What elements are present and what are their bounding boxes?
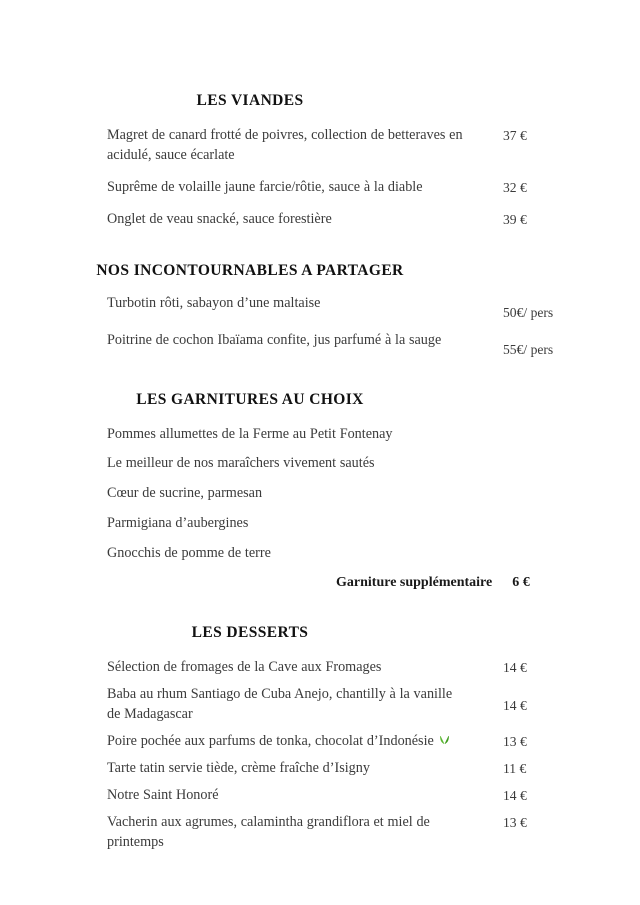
menu-item-name: Onglet de veau snacké, sauce forestière xyxy=(107,210,332,227)
menu-item xyxy=(0,293,640,323)
menu-item-name: Sélection de fromages de la Cave aux Fromages xyxy=(107,658,382,675)
menu-item xyxy=(0,209,640,230)
section-desserts xyxy=(0,624,640,853)
menu-item-name: Vacherin aux agrumes, calamintha grandiflora et miel de printemps xyxy=(107,813,430,851)
menu-item xyxy=(0,513,640,534)
menu-item-price: 11 € xyxy=(503,761,527,777)
menu-item xyxy=(0,812,640,853)
leaf-icon xyxy=(439,735,450,746)
menu-item xyxy=(0,483,640,504)
menu-item-name-with-marker xyxy=(107,731,469,752)
menu-item xyxy=(0,758,640,779)
menu-item-name: Tarte tatin servie tiède, crème fraîche d’Isigny xyxy=(107,760,370,777)
menu-item xyxy=(0,785,640,806)
menu-item-price: 14 € xyxy=(503,659,527,675)
section-heading-garnitures: LES GARNITURES AU CHOIX xyxy=(136,391,364,409)
garniture-supplement-price: 6 € xyxy=(512,575,530,591)
garniture-supplement-row xyxy=(0,575,640,591)
menu-item-price: 13 € xyxy=(503,814,527,830)
menu-item-list-partager xyxy=(0,293,640,360)
section-partager xyxy=(0,262,640,360)
menu-item-list-viandes xyxy=(0,125,640,230)
menu-item-list-garnitures xyxy=(0,424,640,564)
menu-item xyxy=(0,330,640,360)
section-garnitures xyxy=(0,391,640,591)
menu-item-name: Pommes allumettes de la Ferme au Petit Fontenay xyxy=(107,425,393,442)
menu-item-price: 14 € xyxy=(503,697,527,713)
menu-item xyxy=(0,684,640,725)
menu-item-name: Gnocchis de pomme de terre xyxy=(107,544,271,561)
menu-item-price: 14 € xyxy=(503,787,527,803)
menu-item xyxy=(0,731,640,752)
section-heading-partager: NOS INCONTOURNABLES A PARTAGER xyxy=(96,261,404,279)
menu-item-name: Cœur de sucrine, parmesan xyxy=(107,485,263,502)
menu-item-name: Magret de canard frotté de poivres, collection de betteraves en acidulé, sauce écarlate xyxy=(107,126,463,164)
menu-item-name: Poitrine de cochon Ibaïama confite, jus parfumé à la sauge xyxy=(107,332,442,349)
menu-item-price: 32 € xyxy=(503,180,527,196)
menu-item-list-desserts xyxy=(0,657,640,853)
menu-item-name: Notre Saint Honoré xyxy=(107,786,219,803)
menu-item-price: 37 € xyxy=(503,127,527,143)
menu-item-name: Le meilleur de nos maraîchers vivement sautés xyxy=(107,455,375,472)
garniture-supplement-label: Garniture supplémentaire xyxy=(336,575,493,591)
menu-item-price: 55€/ pers xyxy=(503,342,554,358)
menu-item-name: Suprême de volaille jaune farcie/rôtie, sauce à la diable xyxy=(107,179,423,196)
menu-item xyxy=(0,125,640,166)
menu-item-name: Baba au rhum Santiago de Cuba Anejo, chantilly à la vanille de Madagascar xyxy=(107,685,453,723)
menu-item-name: Poire pochée aux parfums de tonka, chocolat d’Indonésie xyxy=(107,733,434,750)
menu-item-price: 39 € xyxy=(503,211,527,227)
menu-item xyxy=(0,543,640,564)
menu-item-name: Parmigiana d’aubergines xyxy=(107,514,249,531)
section-viandes xyxy=(0,92,640,230)
menu-item xyxy=(0,453,640,474)
menu-item xyxy=(0,657,640,678)
section-heading-viandes: LES VIANDES xyxy=(196,92,304,109)
menu-item xyxy=(0,177,640,198)
menu-item xyxy=(0,424,640,445)
menu-item-price: 50€/ pers xyxy=(503,305,554,321)
menu-item-price: 13 € xyxy=(503,734,527,750)
menu-item-name: Turbotin rôti, sabayon d’une maltaise xyxy=(107,295,321,312)
section-heading-desserts: LES DESSERTS xyxy=(191,624,309,642)
